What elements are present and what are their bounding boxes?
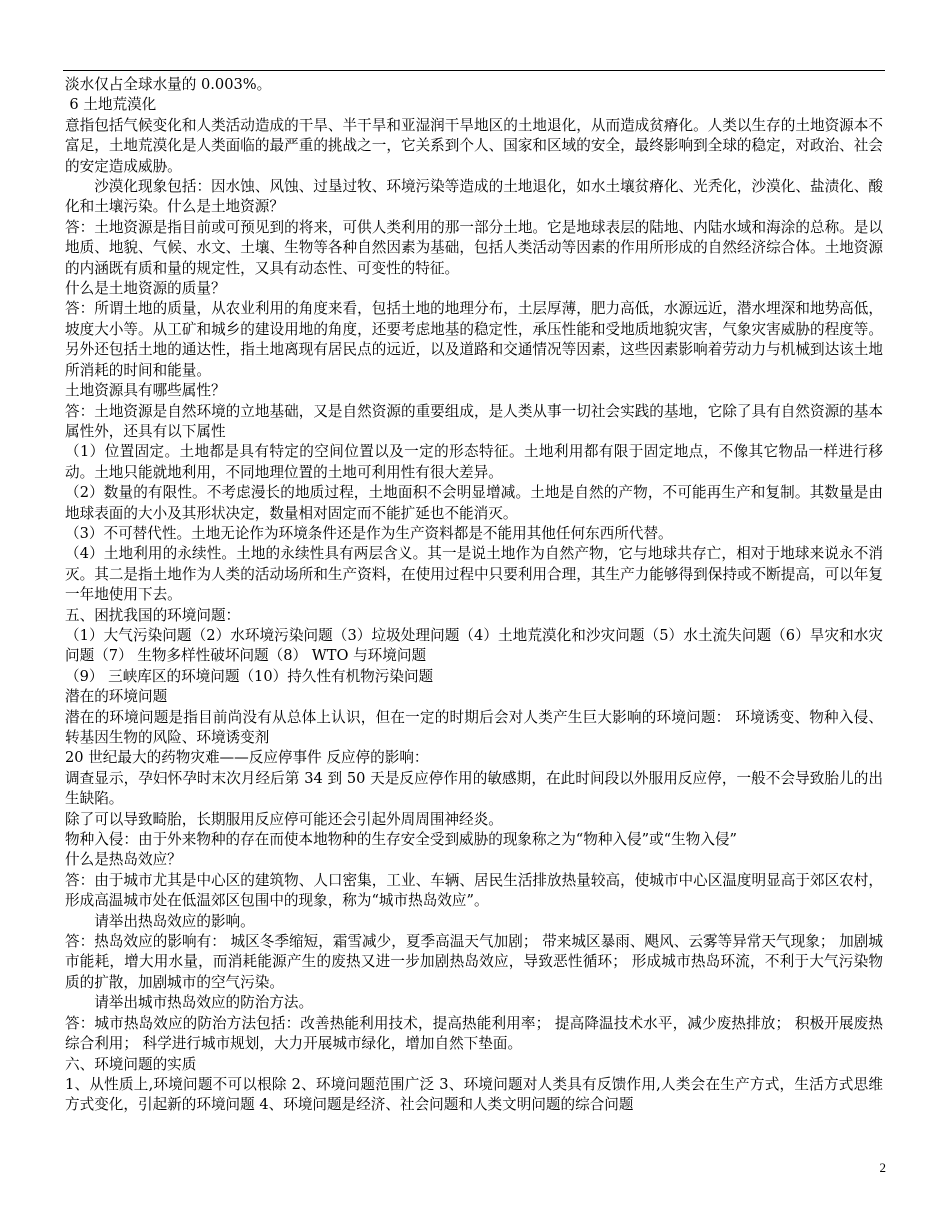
list-item: （1）位置固定。土地都是具有特定的空间位置以及一定的形态特征。土地利用都有限于固定地点，不像其它物品一样进行移动。土地只能就地利用，不同地理位置的土地可利用性有很大差异。 — [65, 443, 883, 481]
question: 请举出热岛效应的影响。 — [94, 912, 255, 930]
paragraph: 1、从性质上,环境问题不可以根除 2、环境问题范围广泛 3、环境问题对人类具有反馈作用,人类会在生产方式，生活方式思维方式变化，引起新的环境问题 4、环境问题是经济、社会问题和人类文明问题的综合问题 — [65, 1075, 883, 1114]
paragraph: 调查显示，孕妇怀孕时末次月经后第 34 到 50 天是反应停作用的敏感期，在此时间段以外服用反应停，一般不会导致胎儿的出生缺陷。 — [65, 769, 883, 808]
header-rule — [63, 70, 885, 71]
list-item: （9） 三峡库区的环境问题（10）持久性有机物污染问题 — [65, 667, 434, 685]
question: 土地资源具有哪些属性？ — [65, 382, 226, 400]
question: 什么是土地资源的质量？ — [65, 280, 226, 298]
document-body — [65, 75, 883, 1116]
list-item: （2）数量的有限性。不考虑漫长的地质过程，土地面积不会明显增减。土地是自然的产物，不可能再生产和复制。其数量是由地球表面的大小及其形状决定，数量相对固定而不能扩延也不能消灭。 — [65, 484, 883, 522]
list-item: （3）不可替代性。土地无论作为环境条件还是作为生产资料都是不能用其他任何东西所代替。 — [65, 524, 673, 542]
paragraph: 答：所谓土地的质量，从农业利用的角度来看，包括土地的地理分布，土层厚薄，肥力高低，水源远近，潜水埋深和地势高低，坡度大小等。从工矿和城乡的建设用地的角度，还要考虑地基的稳定性，承压性能和受地质地貌灾害，气象灾害威胁的程度等。另外还包括土地的通达性，指土地离现有居民点的远近，以及道路和交通情况等因素，这些因素影响着劳动力与机械到达该土地所消耗的时间和能量。 — [65, 300, 883, 379]
page-number: 2 — [879, 1160, 886, 1175]
paragraph: 沙漠化现象包括：因水蚀、风蚀、过垦过牧、环境污染等造成的土地退化，如水土壤贫瘠化、光秃化，沙漠化、盐渍化、酸化和土壤污染。什么是土地资源？ — [65, 178, 883, 216]
question: 什么是热岛效应？ — [65, 851, 182, 869]
paragraph: 答：城市热岛效应的防治方法包括：改善热能利用技术，提高热能利用率； 提高降温技术水平，减少废热排放； 积极开展废热综合利用； 科学进行城市规划，大力开展城市绿化，增加自然下垫面。 — [65, 1014, 883, 1053]
paragraph: 答：热岛效应的影响有： 城区冬季缩短，霜雪减少，夏季高温天气加剧； 带来城区暴雨、飓风、云雾等异常天气现象； 加剧城市能耗，增大用水量，而消耗能源产生的废热又进一步加剧热岛效应，导致恶性循环； 形成城市热岛环流，不利于大气污染物质的扩散，加剧城市的空气污染。 — [65, 933, 883, 991]
paragraph: 答：土地资源是指目前或可预见到的将来，可供人类利用的那一部分土地。它是地球表层的陆地、内陆水域和海涂的总称。是以地质、地貌、气候、水文、土壤、生物等各种自然因素为基础，包括人类活动等因素的作用所形成的自然经济综合体。土地资源的内涵既有质和量的规定性，又具有动态性、可变性的特征。 — [65, 218, 883, 277]
paragraph: 答：土地资源是自然环境的立地基础，又是自然资源的重要组成，是人类从事一切社会实践的基地，它除了具有自然资源的基本属性外，还具有以下属性 — [65, 402, 883, 440]
paragraph: 除了可以导致畸胎，长期服用反应停可能还会引起外周周围神经炎。 — [65, 810, 503, 828]
list-item: （4）土地利用的永续性。土地的永续性具有两层含义。其一是说土地作为自然产物，它与地球共存亡，相对于地球来说永不消灭。其二是指土地作为人类的活动场所和生产资料，在使用过程中只要利用合理，其生产力能够得到保持或不断提高，可以年复一年地使用下去。 — [65, 545, 883, 604]
section-heading: 六、环境问题的实质 — [65, 1055, 197, 1073]
paragraph: 答：由于城市尤其是中心区的建筑物、人口密集，工业、车辆、居民生活排放热量较高，使城市中心区温度明显高于郊区农村，形成高温城市处在低温郊区包围中的现象，称为“城市热岛效应”。 — [65, 871, 883, 910]
section-heading: 6 土地荒漠化 — [69, 96, 157, 114]
question: 请举出城市热岛效应的防治方法。 — [94, 994, 314, 1012]
paragraph: 意指包括气候变化和人类活动造成的干旱、半干旱和亚湿润干旱地区的土地退化，从而造成贫瘠化。人类以生存的土地资源本不富足，土地荒漠化是人类面临的最严重的挑战之一，它关系到个人、国家和区域的安全，最终影响到全球的稳定，对政治、社会的安定造成威胁。 — [65, 116, 883, 175]
paragraph: 20 世纪最大的药物灾难——反应停事件 反应停的影响： — [65, 749, 429, 767]
paragraph: 物种入侵：由于外来物种的存在而使本地物种的生存安全受到威胁的现象称之为“物种入侵”或“生物入侵” — [65, 831, 737, 849]
section-heading: 潜在的环境问题 — [65, 688, 168, 706]
section-heading: 五、困扰我国的环境问题： — [65, 606, 241, 624]
list-item: （1）大气污染问题（2）水环境污染问题（3）垃圾处理问题（4）土地荒漠化和沙灾问题（5）水土流失问题（6）旱灾和水灾问题（7） 生物多样性破坏问题（8） WTO 与环境问题 — [65, 626, 883, 665]
paragraph: 淡水仅占全球水量的 0.003%。 — [65, 76, 272, 93]
paragraph: 潜在的环境问题是指目前尚没有从总体上认识，但在一定的时期后会对人类产生巨大影响的环境问题： 环境诱变、物种入侵、转基因生物的风险、环境诱变剂 — [65, 708, 883, 746]
